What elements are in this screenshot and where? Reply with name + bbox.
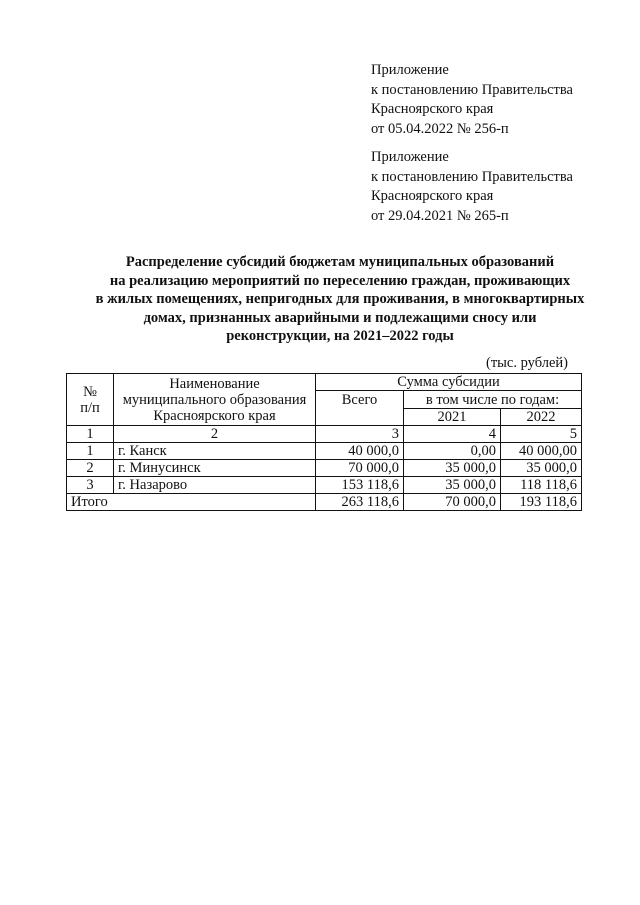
appendix-original-line-3: Красноярского края	[371, 188, 494, 204]
header-year-2022: 2022	[501, 409, 582, 426]
row-num: 3	[67, 477, 114, 494]
appendix-current-line-2: к постановлению Правительства	[371, 81, 573, 98]
column-numbers-row	[67, 426, 582, 443]
row-name: г. Минусинск	[114, 460, 316, 477]
total-2021: 70 000,0	[404, 494, 501, 511]
appendix-current-block	[371, 61, 573, 139]
header-year-2021: 2021	[404, 409, 501, 426]
units-label: (тыс. рублей)	[486, 355, 568, 371]
appendix-original-line-2: к постановлению Правительства	[371, 168, 573, 185]
row-total: 70 000,0	[316, 460, 404, 477]
row-name: г. Канск	[114, 443, 316, 460]
table-row	[67, 443, 582, 460]
appendix-current-line-4: от 05.04.2022 № 256-п	[371, 120, 509, 137]
title-line-2: на реализацию мероприятий по переселению граждан, проживающих	[109, 272, 571, 289]
total-sum: 263 118,6	[316, 494, 404, 511]
appendix-current-line-1: Приложение	[371, 62, 449, 78]
col-number: 4	[404, 426, 501, 443]
table-total-row	[67, 494, 582, 511]
document-title	[60, 253, 620, 346]
table-header-row-1	[67, 374, 582, 391]
title-line-4: домах, признанных аварийными и подлежащими сносу или	[143, 309, 537, 326]
row-total: 40 000,0	[316, 443, 404, 460]
appendix-original-block	[371, 148, 573, 226]
row-2022: 40 000,00	[501, 443, 582, 460]
header-by-years: в том числе по годам:	[404, 391, 582, 409]
header-name: Наименование муниципального образования Красноярского края	[114, 374, 316, 426]
title-line-1: Распределение субсидий бюджетам муниципальных образований	[125, 254, 555, 270]
row-num: 1	[67, 443, 114, 460]
col-number: 3	[316, 426, 404, 443]
header-num: № п/п	[67, 374, 114, 426]
appendix-original-line-1: Приложение	[371, 149, 449, 165]
title-line-3: в жилых помещениях, непригодных для проживания, в многоквартирных	[95, 291, 585, 307]
row-2022: 118 118,6	[501, 477, 582, 494]
appendix-original-line-4: от 29.04.2021 № 265-п	[371, 207, 509, 224]
total-label: Итого	[67, 494, 316, 511]
appendix-current-line-3: Красноярского края	[371, 101, 494, 117]
row-total: 153 118,6	[316, 477, 404, 494]
col-number: 1	[67, 426, 114, 443]
col-number: 2	[114, 426, 316, 443]
row-2021: 0,00	[404, 443, 501, 460]
row-2021: 35 000,0	[404, 460, 501, 477]
table-row	[67, 477, 582, 494]
row-num: 2	[67, 460, 114, 477]
col-number: 5	[501, 426, 582, 443]
title-line-5: реконструкции, на 2021–2022 годы	[226, 328, 454, 344]
row-2022: 35 000,0	[501, 460, 582, 477]
row-2021: 35 000,0	[404, 477, 501, 494]
header-subsidy: Сумма субсидии	[316, 374, 582, 391]
subsidy-table	[66, 373, 582, 511]
row-name: г. Назарово	[114, 477, 316, 494]
table-row	[67, 460, 582, 477]
header-total: Всего	[316, 391, 404, 426]
total-2022: 193 118,6	[501, 494, 582, 511]
